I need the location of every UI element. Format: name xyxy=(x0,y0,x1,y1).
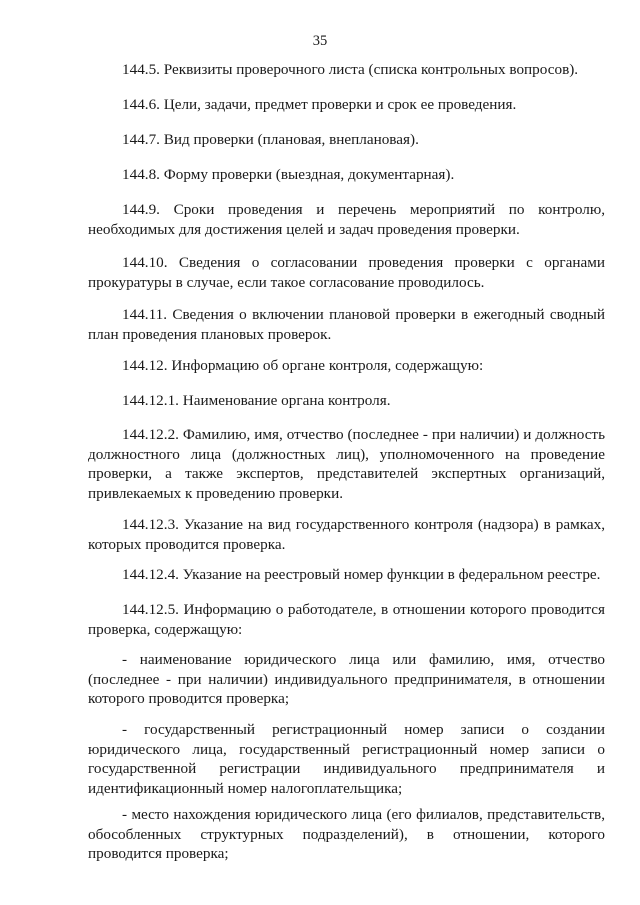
paragraph-144-8: 144.8. Форму проверки (выездная, документарная). xyxy=(122,166,455,183)
paragraph-144-12: 144.12. Информацию об органе контроля, содержащую: xyxy=(122,357,484,374)
list-item-employer-name: - наименование юридического лица или фамилию, имя, отчество (последнее - при наличии) индивидуального предпринимателя, в отношении которого проводится проверка; xyxy=(88,651,605,707)
paragraph-144-9: 144.9. Сроки проведения и перечень мероприятий по контролю, необходимых для достижения целей и задач проведения проверки. xyxy=(88,201,605,238)
paragraph-144-5: 144.5. Реквизиты проверочного листа (списка контрольных вопросов). xyxy=(122,61,579,78)
page-number: 35 xyxy=(312,33,328,49)
list-item-location: - место нахождения юридического лица (его филиалов, представительств, обособленных структурных подразделений), в отношении, которого проводится проверка; xyxy=(88,806,605,862)
paragraph-144-12-3: 144.12.3. Указание на вид государственного контроля (надзора) в рамках, которых проводится проверка. xyxy=(88,516,605,553)
list-item-registration-number: - государственный регистрационный номер записи о создании юридического лица, государственный регистрационный номер записи о государственной регистрации индивидуального предпринимателя и идентификационный номер налогоплательщика; xyxy=(88,721,605,797)
paragraph-144-12-2: 144.12.2. Фамилию, имя, отчество (последнее - при наличии) и должность должностного лица (должностных лиц), уполномоченного на проведение проверки, а также экспертов, представителей экспертных организаций, привлекаемых к проведению проверки. xyxy=(88,426,605,502)
paragraph-144-7: 144.7. Вид проверки (плановая, внеплановая). xyxy=(122,131,419,148)
paragraph-144-12-5: 144.12.5. Информацию о работодателе, в отношении которого проводится проверка, содержащую: xyxy=(88,601,605,638)
paragraph-144-11: 144.11. Сведения о включении плановой проверки в ежегодный сводный план проведения плановых проверок. xyxy=(88,306,605,343)
paragraph-144-12-1: 144.12.1. Наименование органа контроля. xyxy=(122,392,391,409)
paragraph-144-10: 144.10. Сведения о согласовании проведения проверки с органами прокуратуры в случае, если такое согласование проводилось. xyxy=(88,254,605,291)
paragraph-144-6: 144.6. Цели, задачи, предмет проверки и срок ее проведения. xyxy=(122,96,517,113)
paragraph-144-12-4: 144.12.4. Указание на реестровый номер функции в федеральном реестре. xyxy=(122,566,601,583)
